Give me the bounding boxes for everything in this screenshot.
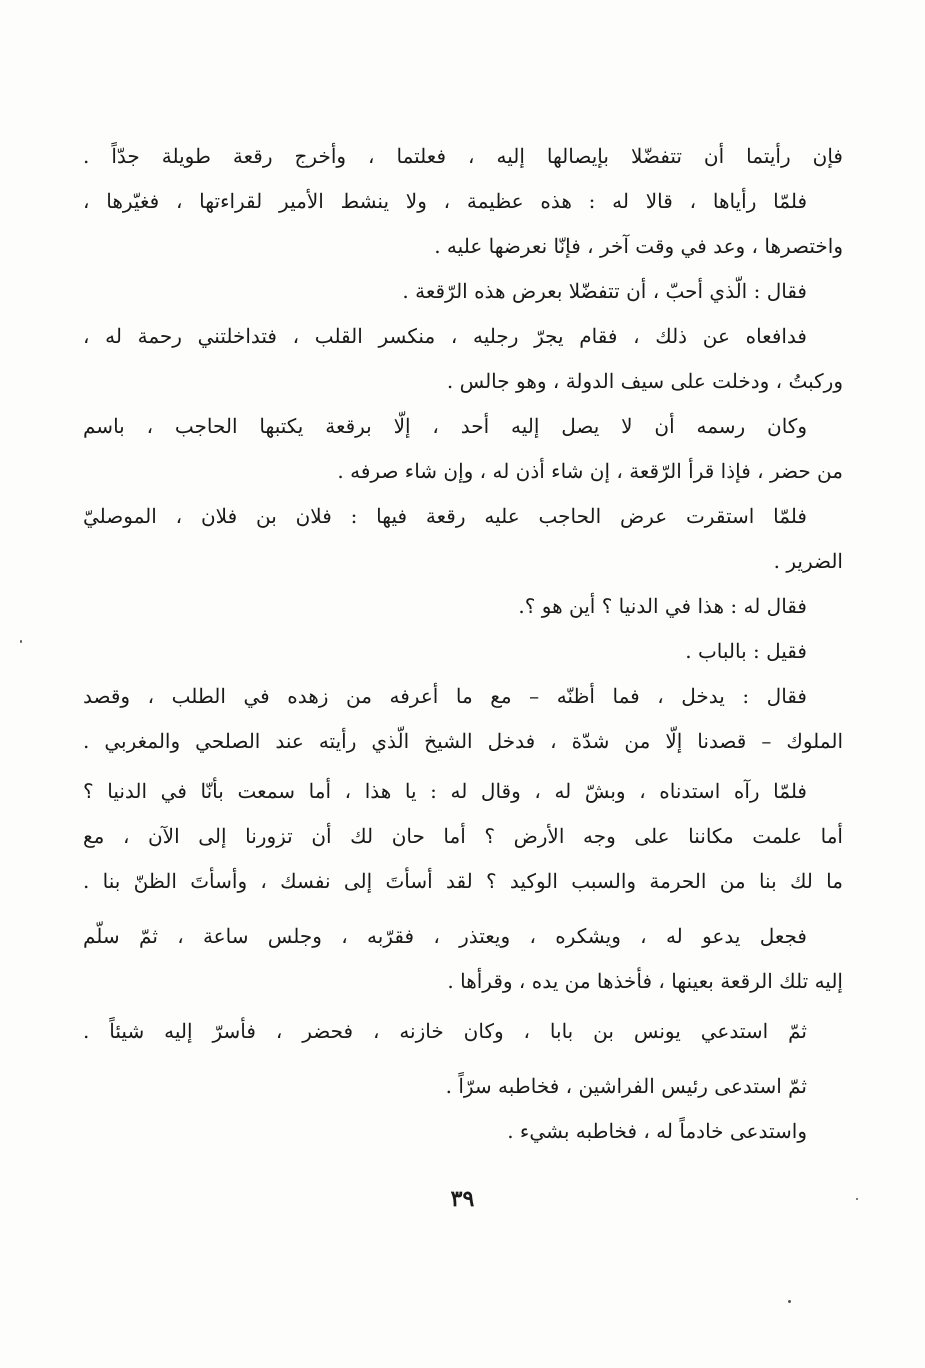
scan-speck (856, 1198, 858, 1200)
scan-speck (788, 1300, 791, 1303)
text-line-20: ثمّ استدعي يونس بن بابا ، وكان خازنه ، فحضر ، فأسرّ إليه شيئاً . (83, 1019, 807, 1043)
scan-speck (20, 640, 22, 643)
text-line-6: وركبتُ ، ودخلت على سيف الدولة ، وهو جالس . (446, 369, 843, 393)
text-line-12: فقيل : بالباب . (685, 639, 807, 663)
text-line-19: إليه تلك الرقعة بعينها ، فأخذها من يده ، وقرأها . (447, 969, 843, 993)
page-number: ٣٩ (450, 1186, 475, 1212)
text-line-9: فلمّا استقرت عرض الحاجب عليه رقعة فيها : فلان بن فلان ، الموصليّ (83, 504, 807, 528)
text-line-15: فلمّا رآه استدناه ، وبشّ له ، وقال له : يا هذا ، أما سمعت بأنّا في الدنيا ؟ (83, 779, 807, 803)
text-line-18: فجعل يدعو له ، ويشكره ، ويعتذر ، فقرّبه ، وجلس ساعة ، ثمّ سلّم (83, 924, 807, 948)
text-line-2: فلمّا رأياها ، قالا له : هذه عظيمة ، ولا ينشط الأمير لقراءتها ، فغيّرها ، (83, 189, 807, 213)
text-line-16: أما علمت مكاننا على وجه الأرض ؟ أما حان لك أن تزورنا إلى الآن ، مع (83, 824, 843, 848)
text-line-5: فدافعاه عن ذلك ، فقام يجرّ رجليه ، منكسر القلب ، فتداخلتني رحمة له ، (83, 324, 807, 348)
text-line-8: من حضر ، فإذا قرأ الرّقعة ، إن شاء أذن له ، وإن شاء صرفه . (337, 459, 843, 483)
text-line-13: فقال : يدخل ، فما أظنّه – مع ما أعرفه من زهده في الطلب ، وقصد (83, 684, 807, 708)
text-line-17: ما لك بنا من الحرمة والسبب الوكيد ؟ لقد أسأتَ إلى نفسك ، وأسأتَ الظنّ بنا . (83, 869, 843, 893)
text-line-21: ثمّ استدعى رئيس الفراشين ، فخاطبه سرّاً . (445, 1074, 807, 1098)
text-line-22: واستدعى خادماً له ، فخاطبه بشيء . (507, 1119, 807, 1143)
text-line-7: وكان رسمه أن لا يصل إليه أحد ، إلّا برقعة يكتبها الحاجب ، باسم (83, 414, 807, 438)
text-line-1: فإن رأيتما أن تتفضّلا بإيصالها إليه ، فعلتما ، وأخرج رقعة طويلة جدّاً . (83, 144, 843, 168)
text-line-11: فقال له : هذا في الدنيا ؟ أين هو ؟. (518, 594, 807, 618)
text-line-14: الملوك – قصدنا إلّا من شدّة ، فدخل الشيخ الّذي رأيته عند الصلحي والمغربي . (83, 729, 843, 753)
text-line-3: واختصرها ، وعد في وقت آخر ، فإنّا نعرضها عليه . (434, 234, 843, 258)
text-line-10: الضرير . (773, 549, 843, 573)
text-line-4: فقال : الّذي أحبّ ، أن تتفضّلا بعرض هذه الرّقعة . (402, 279, 807, 303)
